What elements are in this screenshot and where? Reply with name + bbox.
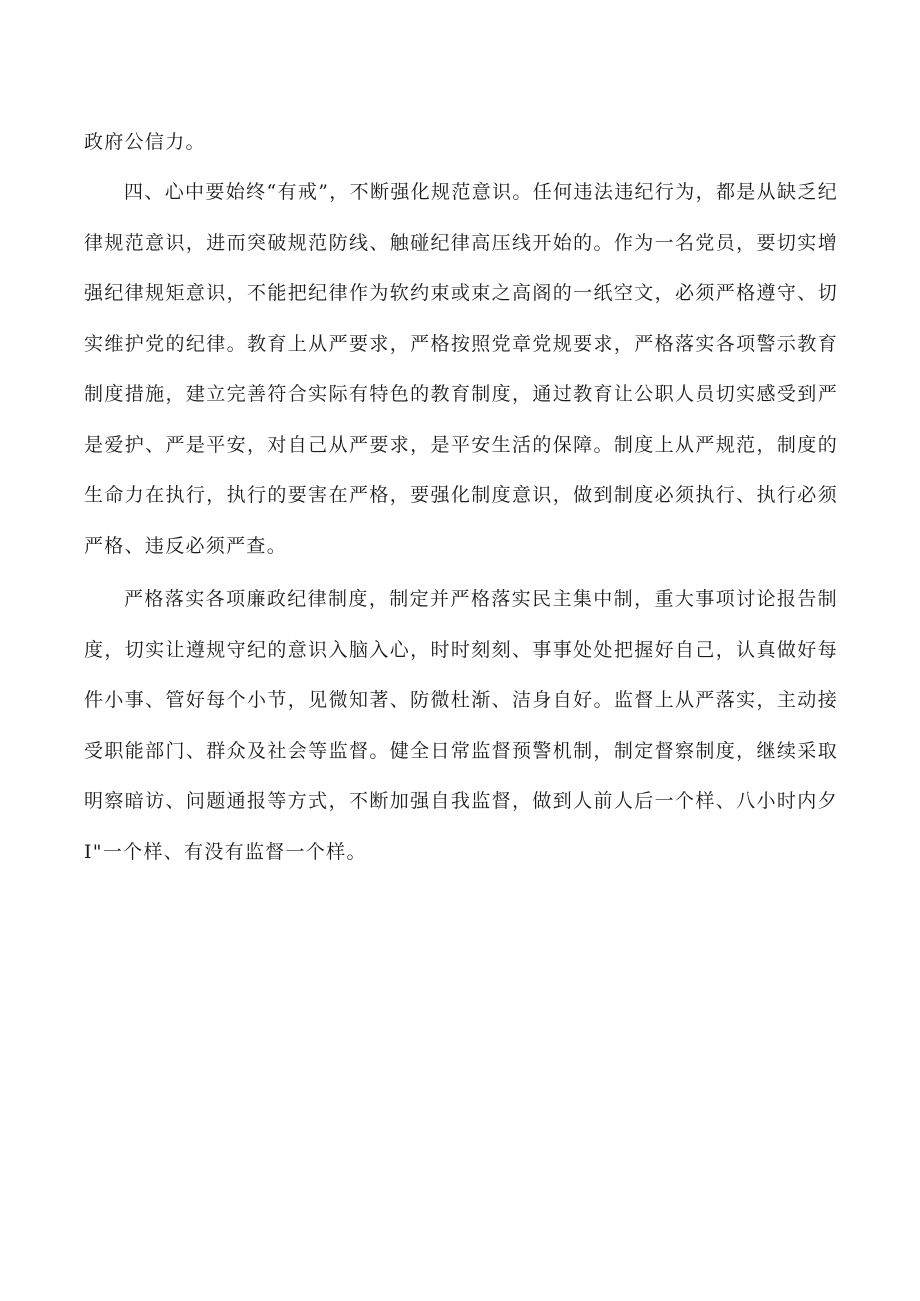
paragraph-continuation <box>84 117 838 168</box>
paragraph-text: 严格落实各项廉政纪律制度，制定并严格落实民主集中制，重大事项讨论报告制度，切实让遵规守纪的意识入脑入心，时时刻刻、事事处处把握好自己，认真做好每件小事、管好每个小节，见微知著、防微杜渐、洁身自好。监督上从严落实，主动接受职能部门、群众及社会等监督。健全日常监督预警机制，制定督察制度，继续采取明察暗访、问题通报等方式，不断加强自我监督，做到人前人后一个样、八小时内夕I"一个样、有没有监督一个样。 <box>84 588 838 863</box>
paragraph-text: 政府公信力。 <box>84 131 206 153</box>
paragraph-text: 四、心中要始终“有戒”，不断强化规范意识。任何违法违纪行为，都是从缺乏纪律规范意识，进而突破规范防线、触碰纪律高压线开始的。作为一名党员，要切实增强纪律规矩意识，不能把纪律作为软约束或束之高阁的一纸空文，必须严格遵守、切实维护党的纪律。教育上从严要求，严格按照党章党规要求，严格落实各项警示教育制度措施，建立完善符合实际有特色的教育制度，通过教育让公职人员切实感受到严是爱护、严是平安，对自己从严要求，是平安生活的保障。制度上从严规范，制度的生命力在执行，执行的要害在严格，要强化制度意识，做到制度必须执行、执行必须严格、违反必须严查。 <box>84 181 838 557</box>
paragraph-section-four <box>84 167 838 571</box>
paragraph-discipline-system <box>84 574 838 877</box>
